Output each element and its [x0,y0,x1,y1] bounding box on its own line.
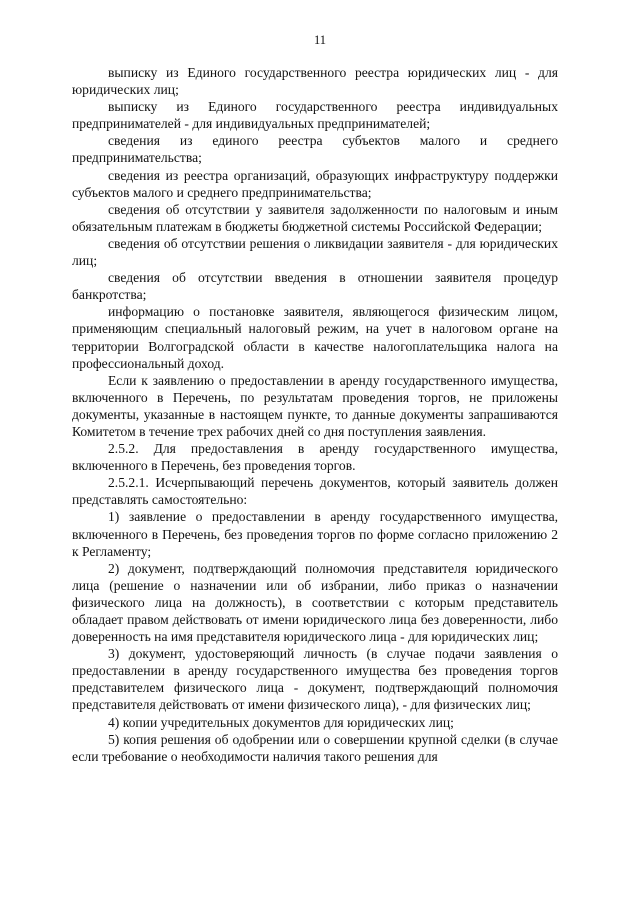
paragraph: 2.5.2.1. Исчерпывающий перечень документов, который заявитель должен представлять самостоятельно: [72,475,558,508]
paragraph: выписку из Единого государственного реестра индивидуальных предпринимателей - для индивидуальных предпринимателей; [72,99,558,132]
paragraph: 4) копии учредительных документов для юридических лиц; [108,714,454,730]
paragraph: сведения об отсутствии решения о ликвидации заявителя - для юридических лиц; [72,235,558,269]
paragraph: выписку из Единого государственного реестра юридических лиц - для юридических лиц; [72,65,558,98]
paragraph: 2) документ, подтверждающий полномочия представителя юридического лица (решение о назначении или об избрании, либо приказ о назначении физического лица на должность), в соответствии с которым представитель обладает правом действовать от имени юридического лица без доверенности, либо доверенность на имя представителя юридического лица - для юридических лиц; [72,560,558,645]
paragraph: 1) заявление о предоставлении в аренду государственного имущества, включенного в Перечень, без проведения торгов по форме согласно приложению 2 к Регламенту; [72,509,558,559]
paragraph: сведения из единого реестра субъектов малого и среднего предпринимательства; [72,133,558,166]
paragraph: Если к заявлению о предоставлении в аренду государственного имущества, включенного в Перечень, по результатам проведения торгов, не приложены документы, указанные в настоящем пункте, то данные документы запрашиваются Комитетом в течение трех рабочих дней со дня поступления заявления. [72,372,558,439]
paragraph: сведения из реестра организаций, образующих инфраструктуру поддержки субъектов малого и среднего предпринимательства; [72,167,558,200]
paragraph: сведения об отсутствии введения в отношении заявителя процедур банкротства; [72,270,558,303]
paragraph: 2.5.2. Для предоставления в аренду государственного имущества, включенного в Перечень, без проведения торгов. [72,441,558,474]
paragraph: 5) копия решения об одобрении или о совершении крупной сделки (в случае если требование о необходимости наличия такого решения для [72,731,558,764]
document-body [72,64,558,765]
paragraph: 3) документ, удостоверяющий личность (в случае подачи заявления о предоставлении в аренду государственного имущества без проведения торгов представителем физического лица - документ, подтверждающий полномочия представителя действовать от имени физического лица), - для физических лиц; [72,646,558,713]
page-number: 11 [313,33,327,47]
paragraph: информацию о постановке заявителя, являющегося физическим лицом, применяющим специальный налоговый режим, на учет в налоговом органе на территории Волгоградской области в качестве налогоплательщика налога на профессиональный доход. [72,304,558,371]
paragraph: сведения об отсутствии у заявителя задолженности по налоговым и иным обязательным платежам в бюджеты бюджетной системы Российской Федерации; [72,201,558,234]
